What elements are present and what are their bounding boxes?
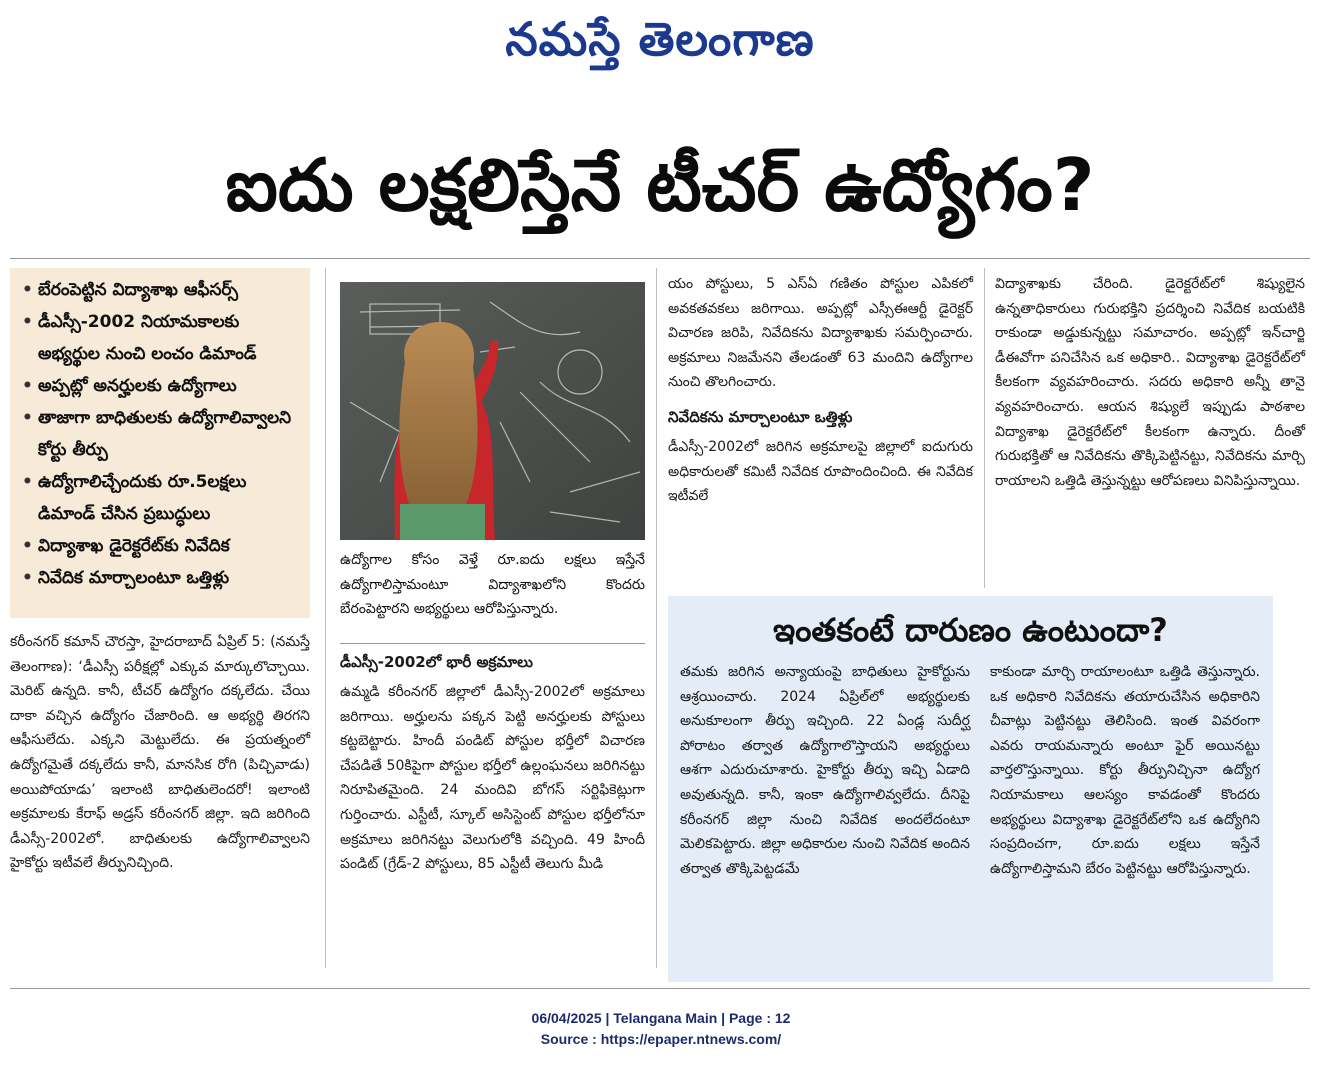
highlight-item: • తాజాగా బాధితులకు ఉద్యోగాలివ్వాలని కోర్టు తీర్పు [20,402,304,466]
article-column-2 [340,648,645,877]
footer-source[interactable]: Source : https://epaper.ntnews.com/ [540,1031,782,1047]
caption-divider [340,643,645,644]
photo-caption: ఉద్యోగాల కోసం వెళ్తే రూ.ఐదు లక్షలు ఇస్తేనే ఉద్యోగాలిస్తామంటూ విద్యాశాఖలోని కొందరు బేరంపెట్టారని అభ్యర్థులు ఆరోపిస్తున్నారు. [340,552,645,618]
sidebar-box-right-text: కాకుండా మార్చి రాయాలంటూ ఒత్తిడి తెస్తున్నారు. ఒక అధికారి నివేదికను తయారుచేసిన అధికారిని చీవాట్లు పెట్టినట్టు తెలిసింది. ఇంత వివరంగా ఎవరు రాయమన్నారు అంటూ ఫైర్ అయినట్టు వార్తలొస్తున్నాయి. కోర్టు తీర్పునిచ్చినా ఉద్యోగ నియామకాలు ఆలస్యం కావడంతో కొందరు అభ్యర్థులు విద్యాశాఖ డైరెక్టరేట్‌లోని ఒక ఉద్యోగిని సంప్రదించగా, రూ.ఐదు లక్షలు ఇస్తేనే ఉద్యోగాలిస్తామని బేరం పెట్టినట్టు ఆరోపిస్తున్నారు. [990,664,1260,877]
sidebar-box-left-text: తమకు జరిగిన అన్యాయంపై బాధితులు హైకోర్టును ఆశ్రయించారు. 2024 ఏప్రిల్‌లో అభ్యర్థులకు అనుకూలంగా తీర్పు ఇచ్చింది. 22 ఏండ్ల సుదీర్ఘ పోరాటం తర్వాత ఉద్యోగాలొస్తాయని అభ్యర్థులు ఆశగా ఎదురుచూశారు. హైకోర్టు తీర్పు ఇచ్చి ఏడాది అవుతున్నది. కానీ, ఇంకా ఉద్యోగాలివ్వలేదు. దీనిపై కరీంనగర్ జిల్లా నుంచి నివేదిక అందలేదంటూ మెలికపెట్టారు. జిల్లా అధికారుల నుంచి నివేదిక అందిన తర్వాత తొక్కిపెట్టడమే [680,664,970,877]
column-divider [984,268,985,588]
column-divider [656,268,657,968]
headline: ఐదు లక్షలిస్తేనే టీచర్ ఉద్యోగం? [225,143,1095,227]
sidebar-box-left-column [680,660,970,881]
article-column-3 [668,272,973,509]
column-1-text: కరీంనగర్ కమాన్ చౌరస్తా, హైదరాబాద్ ఏప్రిల్ 5: (నమస్తే తెలంగాణ): ‘డీఎస్సీ పరీక్షల్లో ఎక్కువ మార్కులొచ్చాయి. మెరిట్ ఉన్నది. కానీ, టీచర్ ఉద్యోగం దక్కలేదు. చేయి దాకా వచ్చిన ఉద్యోగం చేజారింది. ఆ అభ్యర్థి తిరగని ఆఫీసులేదు. ఎక్కని మెట్టులేదు. ఈ ప్రయత్నంలో ఉద్యోగమైతే దక్కలేదు కానీ, మానసిక రోగి (పిచ్చివాడు) అయిపోయాడు’ ఇలాంటి బాధితులెందరో! ఇలాంటి అక్రమాలకు కేరాఫ్ అడ్రస్ కరీంనగర్ జిల్లా. ఇది జరిగింది డీఎస్సీ-2002లో. బాధితులకు ఉద్యోగాలివ్వాలని హైకోర్టు ఇటీవలే తీర్పునిచ్చింది. [10,634,310,872]
sidebar-box-right-column [990,660,1260,881]
column-2-text: ఉమ్మడి కరీంనగర్ జిల్లాలో డీఎస్సీ-2002లో అక్రమాలు జరిగాయి. అర్హులను పక్కన పెట్టి అనర్హులకు పోస్టులు కట్టబెట్టారు. హిందీ పండిట్ పోస్టుల భర్తీలో విచారణ చేపడితే 50కిపైగా పోస్టుల భర్తీలో ఉల్లంఘనలు జరిగినట్టు నిరూపితమైంది. 24 మందివి బోగస్ సర్టిఫికెట్లుగా గుర్తించారు. ఎస్టీటీ, స్కూల్ అసిస్టెంట్ పోస్టుల భర్తీలోనూ అక్రమాలు జరిగినట్టు వెలుగులోకి వచ్చింది. 49 హిందీ పండిట్ (గ్రేడ్-2 పోస్టులు, 85 ఎస్టీటీ తెలుగు మీడి [340,684,645,873]
masthead-logo: నమస్తే తెలంగాణ [505,12,815,66]
column-2-subhead: డీఎస్సీ-2002లో భారీ అక్రమాలు [340,653,533,671]
highlight-item: • ఉద్యోగాలిచ్చేందుకు రూ.5లక్షలు డిమాండ్ చేసిన ప్రబుద్ధులు [20,466,304,530]
column-3-text-2: డీఎస్సీ-2002లో జరిగిన అక్రమాలపై జిల్లాలో ఐదుగురు అధికారులతో కమిటీ నివేదిక రూపొందించింది. ఈ నివేదిక ఇటీవలే [668,438,973,505]
column-4-text: విద్యాశాఖకు చేరింది. డైరెక్టరేట్‌లో శిష్యులైన ఉన్నతాధికారులు గురుభక్తిని ప్రదర్శించి నివేదిక బయటికి రాకుండా అడ్డుకున్నట్టు సమాచారం. అప్పట్లో ఇన్‌చార్జి డీఈవోగా పనిచేసిన ఒక అధికారి.. విద్యాశాఖ డైరెక్టరేట్‌లో కీలకంగా వ్యవహరించారు. సదరు అధికారి అన్నీ తానై వ్యవహరించారు. ఆయన శిష్యులే ఇప్పుడు పాఠశాల విద్యాశాఖ డైరెక్టరేట్‌లో కీలకంగా ఉన్నారు. దీంతో గురుభక్తితో ఆ నివేదికను తొక్కిపెట్టినట్టు, నివేదికను మార్చి రాయాలని ఒత్తిడి తెస్తున్నట్టు ఆరోపణలు వినిపిస్తున్నాయి. [995,276,1305,489]
teacher-chalkboard-photo [340,282,645,540]
page-footer [0,1008,1322,1050]
highlight-item: • నివేదిక మార్చాలంటూ ఒత్తిళ్లు [20,562,304,594]
column-divider [325,268,326,968]
article-column-4 [995,272,1305,493]
highlight-item: • డీఎస్సీ-2002 నియామకాలకు అభ్యర్థుల నుంచి లంచం డిమాండ్ [20,306,304,370]
highlight-item: • బేరంపెట్టిన విద్యాశాఖ ఆఫీసర్స్ [20,274,304,306]
highlights-box [10,268,310,618]
sidebar-box-title: ఇంతకంటే దారుణం ఉంటుందా? [773,611,1168,649]
footer-date-edition-page: 06/04/2025 | Telangana Main | Page : 12 [531,1010,791,1026]
photo-illustration [340,282,645,540]
column-3-text: యం పోస్టులు, 5 ఎస్ఏ గణితం పోస్టుల ఎపికలో అవకతవకలు జరిగాయి. అప్పట్లో ఎస్సీఈఆర్టీ డైరెక్టర్ విచారణ జరిపి, నివేదికను విద్యాశాఖకు సమర్పించారు. అక్రమాలు నిజమేనని తేలడంతో 63 మందిని ఉద్యోగాల నుంచి తొలగించారు. [668,276,973,391]
highlight-item: • అప్పట్లో అనర్హులకు ఉద్యోగాలు [20,370,304,402]
article-column-1 [10,630,310,876]
highlight-item: • విద్యాశాఖ డైరెక్టరేట్‌కు నివేదిక [20,530,304,562]
page-bottom-rule [10,988,1310,989]
headline-divider [10,258,1310,259]
column-3-subhead: నివేదికను మార్చాలంటూ ఒత్తిళ్లు [668,407,853,426]
